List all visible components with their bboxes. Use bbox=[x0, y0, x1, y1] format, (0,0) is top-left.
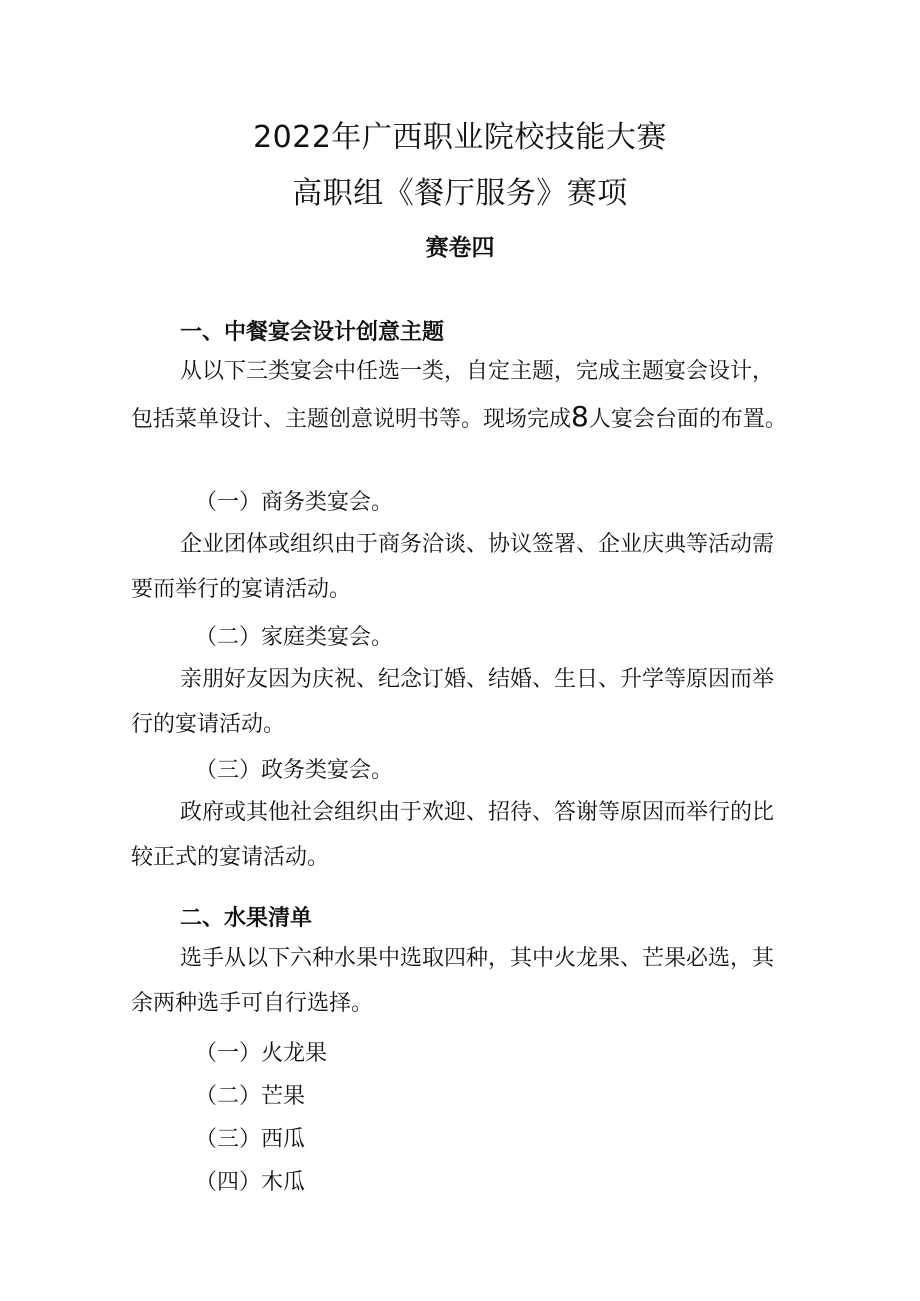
document-subtitle: 赛卷四 bbox=[425, 235, 495, 261]
guest-count-number: 8 bbox=[571, 400, 589, 433]
section2-intro-paragraph: 选手从以下六种水果中选取四种，其中火龙果、芒果必选，其余两种选手可自行选择。 bbox=[131, 946, 775, 1016]
fruit-item: （四）木瓜 bbox=[195, 1170, 306, 1195]
banquet-type-label-family: （二）家庭类宴会。 bbox=[195, 625, 394, 650]
banquet-type-desc-government: 政府或其他社会组织由于欢迎、招待、答谢等原因而举行的比较正式的宴请活动。 bbox=[131, 800, 775, 870]
banquet-type-label-business: （一）商务类宴会。 bbox=[195, 490, 394, 515]
document-title-line-2: 高职组《餐厅服务》赛项 bbox=[292, 176, 628, 211]
banquet-type-desc-family: 亲朋好友因为庆祝、纪念订婚、结婚、生日、升学等原因而举行的宴请活动。 bbox=[131, 667, 775, 737]
section1-intro-paragraph bbox=[131, 349, 791, 442]
fruit-item: （二）芒果 bbox=[195, 1084, 306, 1109]
banquet-type-desc-business: 企业团体或组织由于商务洽谈、协议签署、企业庆典等活动需要而举行的宴请活动。 bbox=[131, 532, 775, 602]
fruit-item: （三）西瓜 bbox=[195, 1127, 306, 1152]
section-heading-fruit-list: 二、水果清单 bbox=[180, 906, 313, 931]
fruit-item: （一）火龙果 bbox=[195, 1041, 328, 1066]
banquet-type-label-government: （三）政务类宴会。 bbox=[195, 758, 394, 783]
intro-text-after: 人宴会台面的布置。 bbox=[588, 407, 787, 432]
document-title-line-1: 2022年广西职业院校技能大赛 bbox=[253, 120, 667, 155]
intro-text-before: 从以下三类宴会中任选一类，自定主题，完成主题宴会设计，包括菜单设计、主题创意说明书等。现场完成 bbox=[131, 359, 775, 432]
section-heading-banquet-theme: 一、中餐宴会设计创意主题 bbox=[180, 320, 445, 345]
